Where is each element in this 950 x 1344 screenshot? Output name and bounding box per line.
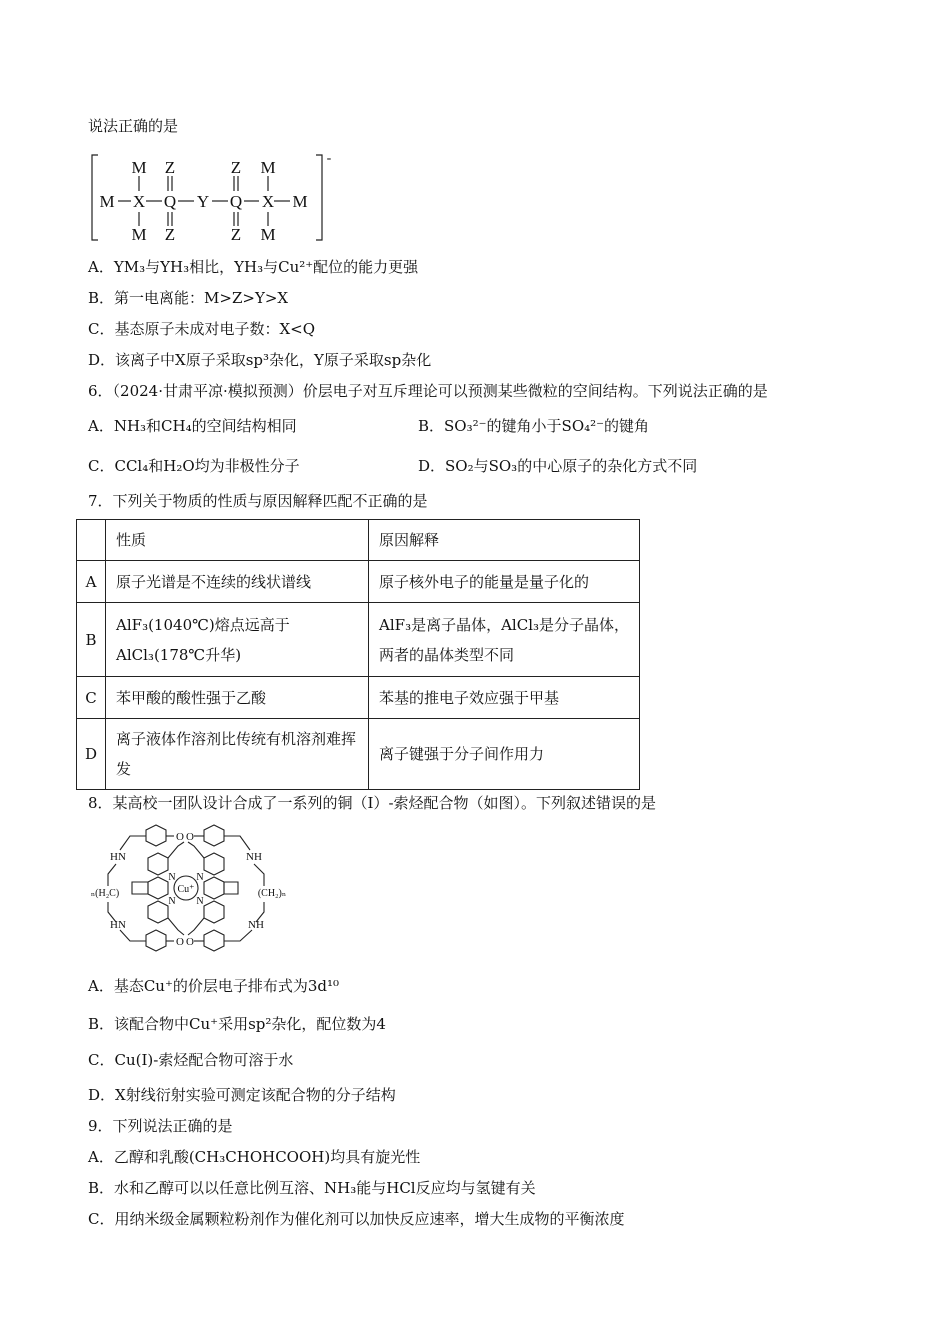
ch2-left-label: ₙ(H₂C)	[90, 888, 120, 899]
table-header-row	[77, 520, 640, 561]
nitrogen-label: N	[168, 872, 176, 883]
ion-charge: -	[326, 152, 332, 166]
table-row	[77, 719, 640, 790]
q6-stem: 6．（2024·甘肃平凉·模拟预测）价层电子对互斥理论可以预测某些微粒的空间结构。下列说法正确的是	[88, 382, 768, 400]
q8-option-b: B．该配合物中Cu⁺采用sp²杂化，配位数为4	[88, 1015, 386, 1033]
table-row	[77, 677, 640, 719]
atom-Z: Z	[164, 225, 176, 244]
atom-X: X	[132, 192, 146, 211]
q9-option-c: C．用纳米级金属颗粒粉剂作为催化剂可以加快反应速率，增大生成物的平衡浓度	[88, 1210, 625, 1228]
row-label: C	[77, 677, 106, 719]
oxygen-label: O	[186, 831, 194, 843]
q5-option-c: C．基态原子未成对电子数：X<Q	[88, 320, 316, 338]
ch2-right-label: (CH₂)ₙ	[257, 888, 287, 899]
q8-option-d: D．X射线衍射实验可测定该配合物的分子结构	[88, 1086, 396, 1104]
atom-M: M	[292, 192, 308, 211]
q9-stem: 9．下列说法正确的是	[88, 1117, 233, 1135]
row-reason: 离子键强于分子间作用力	[369, 719, 640, 790]
nh-label: NH	[246, 851, 262, 863]
row-reason: AlF₃是离子晶体，AlCl₃是分子晶体，两者的晶体类型不同	[369, 603, 640, 677]
q6-option-d: D．SO₂与SO₃的中心原子的杂化方式不同	[418, 457, 698, 475]
row-property: AlF₃(1040℃)熔点远高于AlCl₃(178℃升华)	[106, 603, 369, 677]
atom-M: M	[131, 225, 147, 244]
atom-Y: Y	[196, 192, 210, 211]
atom-M: M	[99, 192, 115, 211]
row-label: D	[77, 719, 106, 790]
q7-stem: 7．下列关于物质的性质与原因解释匹配不正确的是	[88, 492, 428, 510]
table-cell	[77, 520, 106, 561]
q9-option-a: A．乙醇和乳酸(CH₃CHOHCOOH)均具有旋光性	[88, 1148, 421, 1166]
atom-Q: Q	[163, 192, 177, 211]
q8-stem: 8．某高校一团队设计合成了一系列的铜（Ⅰ）-索烃配合物（如图）。下列叙述错误的是	[88, 794, 657, 812]
atom-M: M	[260, 225, 276, 244]
nh-label: NH	[248, 919, 264, 931]
nitrogen-label: N	[196, 872, 204, 883]
atom-Z: Z	[230, 158, 242, 177]
q5-option-d: D．该离子中X原子采取sp³杂化，Y原子采取sp杂化	[88, 351, 432, 369]
row-label: B	[77, 603, 106, 677]
oxygen-label: O	[186, 936, 194, 948]
row-property: 原子光谱是不连续的线状谱线	[106, 561, 369, 603]
atom-X: X	[261, 192, 275, 211]
hn-label: HN	[110, 919, 126, 931]
q7-table	[76, 519, 640, 790]
row-reason: 苯基的推电子效应强于甲基	[369, 677, 640, 719]
atom-M: M	[131, 158, 147, 177]
row-label: A	[77, 561, 106, 603]
atom-Z: Z	[164, 158, 176, 177]
atom-M: M	[260, 158, 276, 177]
catenane-complex-figure	[88, 822, 306, 957]
oxygen-label: O	[176, 831, 184, 843]
hn-label: HN	[110, 851, 126, 863]
row-property: 苯甲酸的酸性强于乙酸	[106, 677, 369, 719]
row-reason: 原子核外电子的能量是量子化的	[369, 561, 640, 603]
q6-option-c: C．CCl₄和H₂O均为非极性分子	[88, 457, 300, 475]
ion-structure-figure	[88, 152, 348, 244]
oxygen-label: O	[176, 936, 184, 948]
copper-ion-label: Cu⁺	[177, 884, 195, 895]
row-property: 离子液体作溶剂比传统有机溶剂难挥发	[106, 719, 369, 790]
q6-option-a: A．NH₃和CH₄的空间结构相同	[88, 417, 297, 435]
q6-option-b: B．SO₃²⁻的键角小于SO₄²⁻的键角	[418, 417, 650, 435]
atom-Z: Z	[230, 225, 242, 244]
q8-option-c: C．Cu(I)-索烃配合物可溶于水	[88, 1051, 294, 1069]
q5-option-a: A．YM₃与YH₃相比，YH₃与Cu²⁺配位的能力更强	[88, 258, 419, 276]
intro-line: 说法正确的是	[88, 117, 179, 135]
atom-Q: Q	[229, 192, 243, 211]
table-row	[77, 603, 640, 677]
table-header-property: 性质	[106, 520, 369, 561]
table-row	[77, 561, 640, 603]
nitrogen-label: N	[168, 896, 176, 907]
q8-option-a: A．基态Cu⁺的价层电子排布式为3d¹⁰	[88, 977, 340, 995]
q9-option-b: B．水和乙醇可以以任意比例互溶、NH₃能与HCl反应均与氢键有关	[88, 1179, 536, 1197]
nitrogen-label: N	[196, 896, 204, 907]
table-header-reason: 原因解释	[369, 520, 640, 561]
q5-option-b: B．第一电离能：M>Z>Y>X	[88, 289, 289, 307]
